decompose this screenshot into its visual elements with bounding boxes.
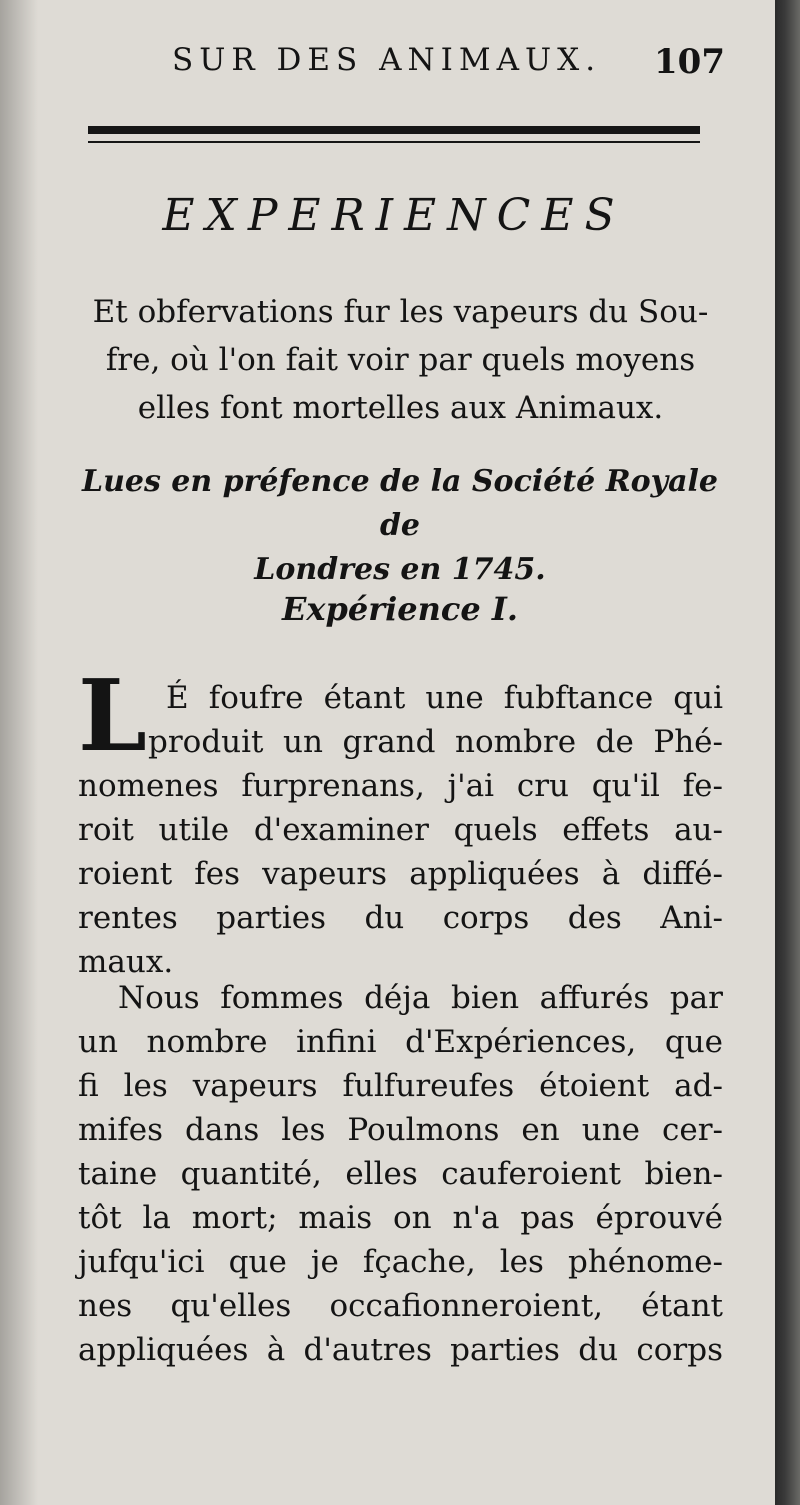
reading-note-line: Lues en préfence de la Société Royale de [81, 464, 719, 543]
text-line: nes qu'elles occafionneroient, étant [78, 1288, 723, 1324]
text-line: É foufre étant une fubftance qui [166, 680, 723, 716]
running-head: SUR DES ANIMAUX. [172, 42, 602, 78]
subtitle-line: elles font mortelles aux Animaux. [137, 390, 664, 426]
text-line: mifes dans les Poulmons en une cer- [78, 1112, 723, 1148]
reading-note [70, 460, 730, 592]
text-line: produit un grand nombre de Phé- [148, 724, 723, 760]
text-line: jufqu'ici que je fçache, les phénome- [78, 1244, 723, 1280]
page-edge [775, 0, 800, 1505]
page-number: 107 [654, 42, 725, 82]
text-line: rentes parties du corps des Ani- [78, 900, 723, 936]
reading-note-line: Londres en 1745. [254, 552, 546, 587]
text-line: un nombre infini d'Expériences, que [78, 1024, 723, 1060]
paragraph-1 [78, 676, 723, 984]
experiment-heading: Expérience I. [282, 590, 518, 628]
chapter-title: EXPERIENCES [162, 190, 626, 241]
chapter-subtitle [78, 288, 723, 432]
text-line: fi les vapeurs fulfureufes étoient ad- [78, 1068, 723, 1104]
header-rule-thin [88, 141, 700, 143]
header-rule-thick [88, 126, 700, 134]
text-line: roit utile d'examiner quels effets au- [78, 812, 723, 848]
text-line: nomenes furprenans, j'ai cru qu'il fe- [78, 768, 723, 804]
text-line: roient fes vapeurs appliquées à diffé- [78, 856, 723, 892]
text-line: tôt la mort; mais on n'a pas éprouvé [78, 1200, 723, 1236]
text-line: Nous fommes déja bien affurés par [118, 980, 723, 1016]
gutter-shadow [0, 0, 38, 1505]
paragraph-2 [78, 976, 723, 1372]
page-header [0, 42, 775, 92]
subtitle-line: Et obfervations fur les vapeurs du Sou- [92, 294, 709, 330]
drop-cap: L [78, 659, 147, 774]
text-line: appliquées à d'autres parties du corps [78, 1332, 723, 1368]
subtitle-line: fre, où l'on fait voir par quels moyens [105, 342, 696, 378]
text-line: taine quantité, elles cauferoient bien- [78, 1156, 723, 1192]
text-line: maux. [78, 944, 174, 980]
